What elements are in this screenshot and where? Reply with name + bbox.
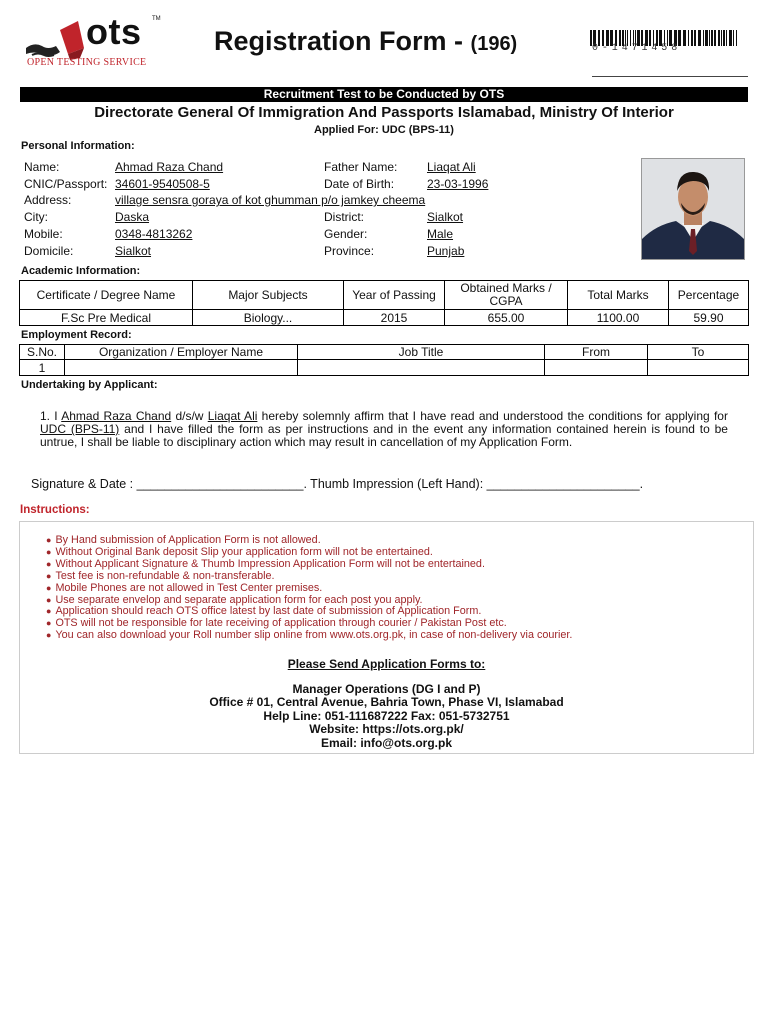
province-value: Punjab <box>427 244 465 258</box>
academic-info-heading: Academic Information: <box>21 265 141 277</box>
father-name-value: Liaqat Ali <box>427 160 476 174</box>
academic-col-header: Obtained Marks / CGPA <box>445 281 568 310</box>
employment-col-header: Job Title <box>298 345 545 360</box>
instructions-list <box>46 535 572 642</box>
city-label: City: <box>24 210 48 224</box>
address-line: Help Line: 051-111687222 Fax: 051-5732751 <box>263 708 510 723</box>
employment-col-header: From <box>545 345 648 360</box>
table-cell: 2015 <box>344 310 445 326</box>
dob-label: Date of Birth: <box>324 177 395 191</box>
personal-info-heading: Personal Information: <box>21 140 135 152</box>
academic-col-header: Total Marks <box>568 281 669 310</box>
bullet-icon: ● <box>46 606 52 617</box>
academic-col-header: Percentage <box>669 281 749 310</box>
form-number: (196) <box>470 33 518 55</box>
address-label: Address: <box>24 193 72 207</box>
table-cell <box>545 360 648 376</box>
bullet-icon: ● <box>46 582 52 593</box>
academic-col-header: Year of Passing <box>344 281 445 310</box>
logo-trademark: TM <box>152 16 161 22</box>
page-title <box>214 26 517 57</box>
mobile-value: 0348-4813262 <box>115 227 193 241</box>
address-value: village sensra goraya of kot ghumman p/o jamkey cheema <box>115 193 426 207</box>
undertaking-part: hereby solemnly affirm that I have read and understood the conditions for applying for <box>257 409 728 423</box>
applied-for: Applied For: UDC (BPS-11) <box>314 124 454 136</box>
table-row <box>20 310 749 326</box>
bullet-icon: ● <box>46 570 52 581</box>
header-rule <box>592 76 748 77</box>
instruction-text: OTS will not be responsible for late receiving of application through courier / Pakistan Post etc. <box>55 617 507 630</box>
employment-table <box>19 344 749 376</box>
bullet-icon: ● <box>46 630 52 641</box>
table-row <box>20 360 749 376</box>
undertaking-part: 1. I <box>40 409 62 423</box>
cnic-label: CNIC/Passport: <box>24 177 108 191</box>
signature-line: Signature & Date : ________________________. Thumb Impression (Left Hand): ______________________. <box>31 477 644 491</box>
instruction-text: Without Applicant Signature & Thumb Impression Application Form will not be entertained. <box>55 557 485 570</box>
applicant-photo <box>641 158 745 260</box>
instruction-text: Test fee is non-refundable & non-transferable. <box>55 569 275 582</box>
gender-label: Gender: <box>324 227 368 241</box>
mailing-address <box>20 683 753 750</box>
logo-wordmark: ots <box>86 11 142 52</box>
academic-col-header: Major Subjects <box>193 281 344 310</box>
title-text: Registration Form - <box>214 26 464 56</box>
address-line: Manager Operations (DG I and P) <box>292 682 481 696</box>
province-label: Province: <box>324 244 375 258</box>
employment-col-header: To <box>648 345 749 360</box>
dob-value: 23-03-1996 <box>427 177 489 191</box>
city-value: Daska <box>115 210 150 224</box>
academic-col-header: Certificate / Degree Name <box>20 281 193 310</box>
undertaking-heading: Undertaking by Applicant: <box>21 379 158 391</box>
undertaking-part: and I have filled the form as per instructions and in the event any information contained herein is found to be untrue, I shall be liable to disciplinary action which may result in cancellation of my Application Form. <box>40 422 728 449</box>
bullet-icon: ● <box>46 535 52 545</box>
instructions-heading: Instructions: <box>20 504 90 516</box>
cnic-value: 34601-9540508-5 <box>115 177 210 191</box>
bullet-icon: ● <box>46 618 52 629</box>
undertaking-part: d/s/w <box>171 409 208 423</box>
district-value: Sialkot <box>427 210 464 224</box>
instruction-text: Mobile Phones are not allowed in Test Center premises. <box>55 581 323 594</box>
table-cell: 655.00 <box>445 310 568 326</box>
domicile-value: Sialkot <box>115 244 152 258</box>
instruction-text: Application should reach OTS office latest by last date of submission of Application Form. <box>55 605 482 618</box>
department-title: Directorate General Of Immigration And Passports Islamabad, Ministry Of Interior <box>94 104 674 121</box>
father-name-label: Father Name: <box>324 160 398 174</box>
table-cell: 1100.00 <box>568 310 669 326</box>
name-label: Name: <box>24 160 60 174</box>
undertaking-post: UDC (BPS-11) <box>40 422 120 436</box>
table-cell: F.Sc Pre Medical <box>20 310 193 326</box>
academic-table <box>19 280 749 326</box>
address-line: Office # 01, Central Avenue, Bahria Town, Phase VI, Islamabad <box>209 695 564 710</box>
instruction-item <box>46 630 572 642</box>
table-cell <box>65 360 298 376</box>
instruction-text: You can also download your Roll number slip online from www.ots.org.pk, in case of non-delivery via courier. <box>55 629 573 642</box>
employment-col-header: S.No. <box>20 345 65 360</box>
undertaking-father-name: Liaqat Ali <box>207 409 258 423</box>
mobile-label: Mobile: <box>24 227 63 241</box>
bullet-icon: ● <box>46 594 52 605</box>
instruction-text: Without Original Bank deposit Slip your application form will not be entertained. <box>55 545 433 558</box>
table-cell <box>648 360 749 376</box>
gender-value: Male <box>427 227 454 241</box>
district-label: District: <box>324 210 364 224</box>
table-cell <box>298 360 545 376</box>
logo-subtitle: OPEN TESTING SERVICE <box>27 57 147 68</box>
instruction-text: By Hand submission of Application Form is not allowed. <box>55 534 321 546</box>
undertaking-applicant-name: Ahmad Raza Chand <box>61 409 172 423</box>
employment-col-header: Organization / Employer Name <box>65 345 298 360</box>
instruction-text: Use separate envelop and separate application form for each post you apply. <box>55 593 423 606</box>
employment-heading: Employment Record: <box>21 329 132 341</box>
table-cell: Biology... <box>193 310 344 326</box>
table-cell: 1 <box>20 360 65 376</box>
table-cell: 59.90 <box>669 310 749 326</box>
employment-header-row <box>20 345 749 360</box>
academic-header-row <box>20 281 749 310</box>
send-forms-heading: Please Send Application Forms to: <box>287 657 486 671</box>
address-line: Email: info@ots.org.pk <box>320 735 453 750</box>
undertaking-text <box>40 410 728 449</box>
recruitment-banner: Recruitment Test to be Conducted by OTS <box>20 87 748 102</box>
bullet-icon: ● <box>46 546 52 557</box>
name-value: Ahmad Raza Chand <box>115 160 224 174</box>
barcode-number: 0-1471458 <box>592 43 682 54</box>
bullet-icon: ● <box>46 558 52 569</box>
address-line: Website: https://ots.org.pk/ <box>309 722 464 737</box>
domicile-label: Domicile: <box>24 244 74 258</box>
